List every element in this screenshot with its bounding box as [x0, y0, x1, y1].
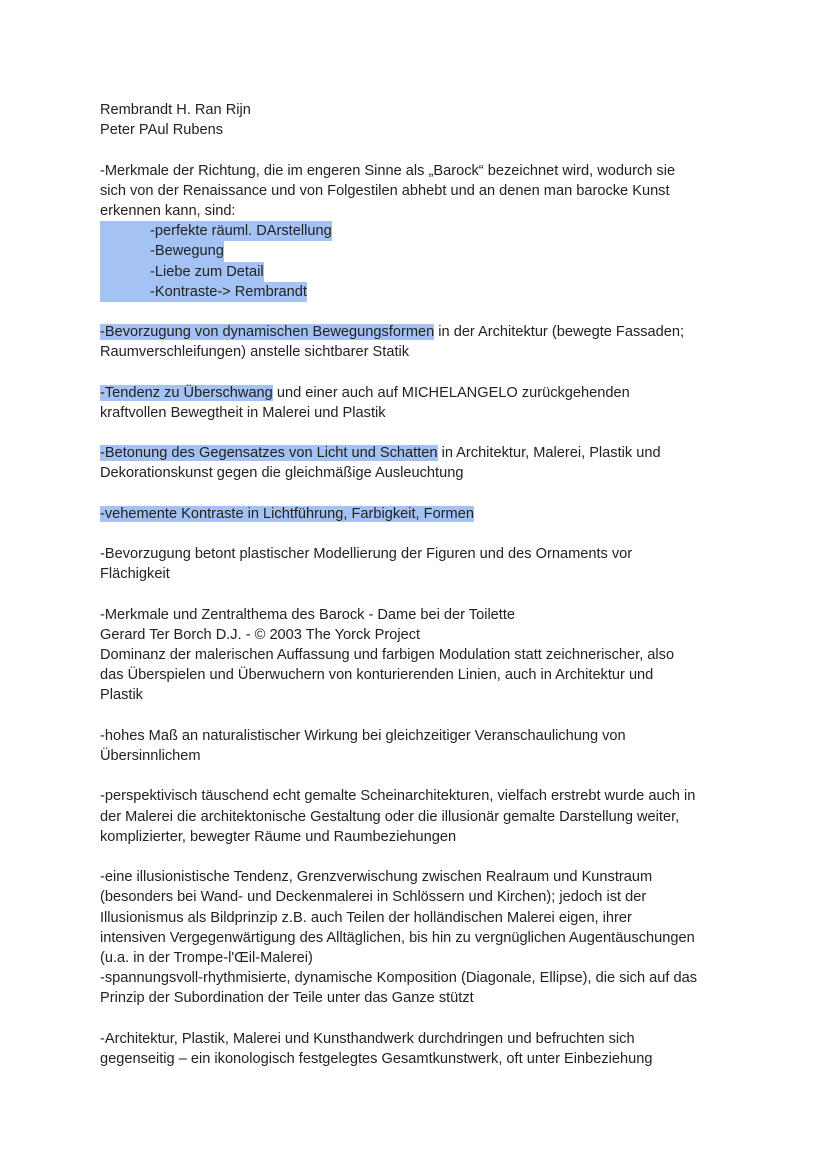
text-line: Plastik	[100, 687, 143, 704]
text-line	[100, 504, 740, 524]
text-line: Übersinnlichem	[100, 748, 201, 764]
text-line: Prinzip der Subordination der Teile unter das Ganze stützt	[100, 990, 474, 1007]
highlighted-text: -Bevorzugung von dynamischen Bewegungsformen	[100, 324, 435, 341]
highlighted-text: -perfekte räuml. DArstellung	[100, 221, 332, 241]
text-line: (u.a. in der Trompe-l'Œil-Malerei)	[100, 949, 313, 966]
spacer	[100, 847, 740, 867]
plain-text: in Architektur, Malerei, Plastik und	[437, 445, 661, 462]
author-line: Peter PAul Rubens	[100, 122, 224, 139]
feature-item	[100, 262, 740, 282]
text-line: -Bevorzugung betont plastischer Modellierung der Figuren und des Ornaments vor	[100, 546, 633, 563]
text-line: intensiven Vergegenwärtigung des Alltäglichen, bis hin zu vergnüglichen Augentäuschungen	[100, 929, 695, 946]
text-line: Raumverschleifungen) anstelle sichtbarer Statik	[100, 344, 410, 361]
text-line: kraftvollen Bewegtheit in Malerei und Plastik	[100, 404, 386, 421]
spacer	[100, 484, 740, 504]
text-line: gegenseitig – ein ikonologisch festgelegtes Gesamtkunstwerk, oft unter Einbeziehung	[100, 1050, 653, 1067]
text-line: -eine illusionistische Tendenz, Grenzverwischung zwischen Realraum und Kunstraum	[100, 869, 653, 886]
spacer	[100, 585, 740, 605]
text-line: Dekorationskunst gegen die gleichmäßige Ausleuchtung	[100, 465, 464, 482]
text-line: erkennen kann, sind:	[100, 202, 236, 219]
text-line: sich von der Renaissance und von Folgestilen abhebt und an denen man barocke Kunst	[100, 182, 670, 199]
highlighted-text: -Liebe zum Detail	[100, 262, 264, 282]
text-line: -spannungsvoll-rhythmisierte, dynamische Komposition (Diagonale, Ellipse), die sich auf das	[100, 970, 698, 987]
text-line: Gerard Ter Borch D.J. - © 2003 The Yorck Project	[100, 626, 421, 643]
spacer	[100, 302, 740, 322]
highlighted-text: -Kontraste-> Rembrandt	[100, 282, 307, 302]
text-line: -hohes Maß an naturalistischer Wirkung bei gleichzeitiger Veranschaulichung von	[100, 727, 626, 744]
text-line: -Architektur, Plastik, Malerei und Kunsthandwerk durchdringen und befruchten sich	[100, 1030, 635, 1047]
feature-item	[100, 282, 740, 302]
text-line: -Merkmale und Zentralthema des Barock - Dame bei der Toilette	[100, 606, 516, 623]
text-line	[100, 443, 740, 463]
spacer	[100, 423, 740, 443]
spacer	[100, 1008, 740, 1028]
highlighted-text: -vehemente Kontraste in Lichtführung, Farbigkeit, Formen	[100, 505, 474, 522]
text-line	[100, 383, 740, 403]
spacer	[100, 524, 740, 544]
highlighted-text: -Tendenz zu Überschwang	[100, 384, 273, 401]
text-line: Flächigkeit	[100, 566, 170, 583]
plain-text: in der Architektur (bewegte Fassaden;	[434, 324, 685, 341]
spacer	[100, 706, 740, 726]
spacer	[100, 766, 740, 786]
spacer	[100, 362, 740, 382]
text-line: Illusionismus als Bildprinzip z.B. auch Teilen der holländischen Malerei eigen, ihrer	[100, 909, 632, 926]
highlighted-text: -Bewegung	[100, 241, 224, 261]
spacer	[100, 140, 740, 160]
plain-text: und einer auch auf MICHELANGELO zurückgehenden	[272, 384, 630, 401]
text-line: komplizierter, bewegter Räume und Raumbeziehungen	[100, 828, 457, 845]
text-line: -Merkmale der Richtung, die im engeren Sinne als „Barock“ bezeichnet wird, wodurch sie	[100, 162, 676, 179]
text-line: -perspektivisch täuschend echt gemalte Scheinarchitekturen, vielfach erstrebt wurde auch in	[100, 788, 696, 805]
text-line: der Malerei die architektonische Gestaltung oder die illusionär gemalte Darstellung weiter,	[100, 808, 680, 825]
text-line: (besonders bei Wand- und Deckenmalerei in Schlössern und Kirchen); jedoch ist der	[100, 889, 647, 906]
text-line: Dominanz der malerischen Auffassung und farbigen Modulation statt zeichnerischer, also	[100, 647, 675, 664]
highlighted-text: -Betonung des Gegensatzes von Licht und Schatten	[100, 445, 438, 462]
feature-item	[100, 221, 740, 241]
author-line: Rembrandt H. Ran Rijn	[100, 102, 251, 118]
text-line: das Überspielen und Überwuchern von konturierenden Linien, auch in Architektur und	[100, 667, 654, 684]
document-body	[100, 100, 740, 1069]
feature-item	[100, 241, 740, 261]
text-line	[100, 322, 740, 342]
